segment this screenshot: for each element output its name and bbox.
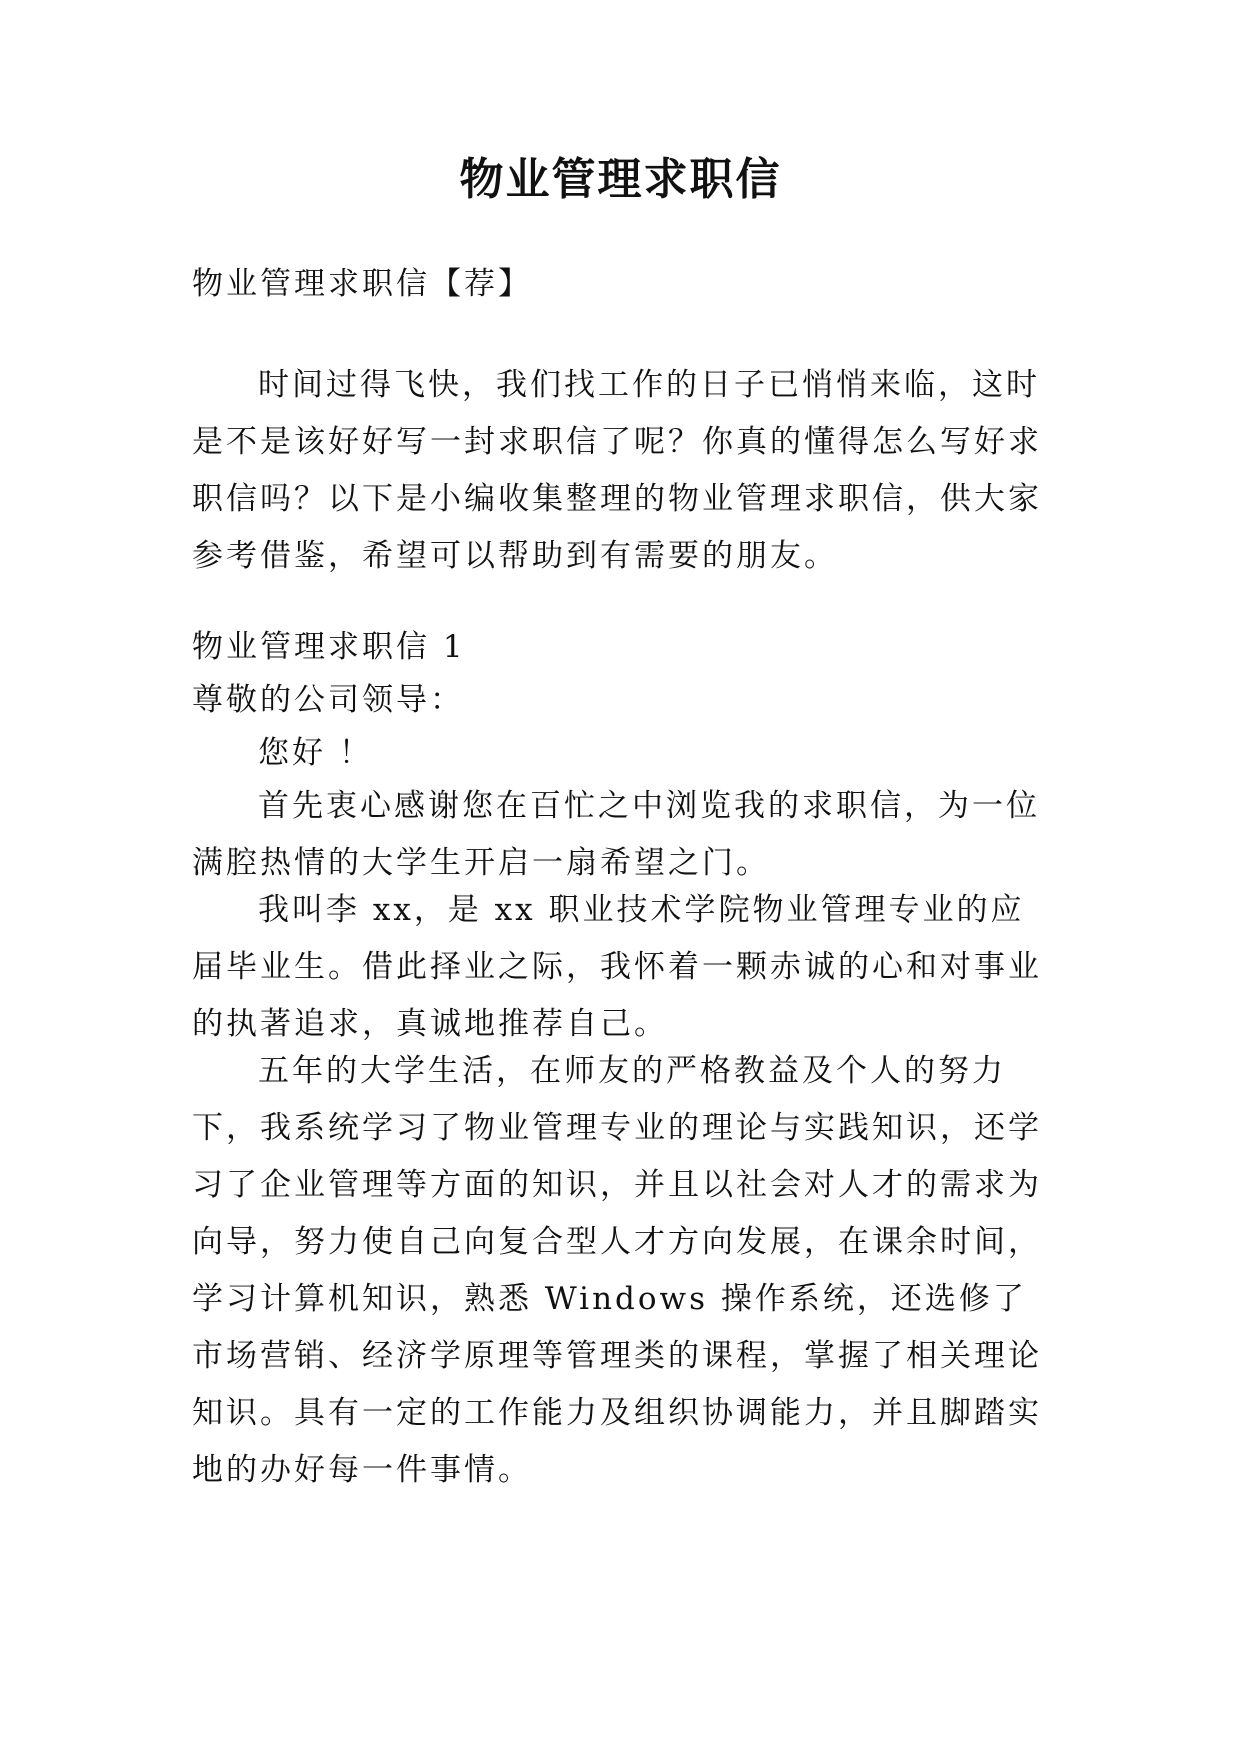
intro-paragraph: 时间过得飞快，我们找工作的日子已悄悄来临，这时是不是该好好写一封求职信了呢？你真的懂得怎么写好求职信吗？以下是小编收集整理的物业管理求职信，供大家参考借鉴，希望可以帮助到有需要的朋友。 (192, 367, 1042, 574)
document-title: 物业管理求职信 (459, 154, 782, 205)
document-subtitle: 物业管理求职信【荐】 (192, 266, 532, 302)
letter-paragraph: 五年的大学生活，在师友的严格教益及个人的努力下，我系统学习了物业管理专业的理论与实践知识，还学习了企业管理等方面的知识，并且以社会对人才的需求为向导，努力使自己向复合型人才方向发展，在课余时间，学习计算机知识，熟悉 Windows 操作系统，还选修了市场营销、经济学原理等管理类的课程，掌握了相关理论知识。具有一定的工作能力及组织协调能力，并且脚踏实地的办好每一件事情。 (192, 1053, 1042, 1488)
salutation: 尊敬的公司领导： (192, 682, 464, 718)
letter-paragraph: 首先衷心感谢您在百忙之中浏览我的求职信，为一位满腔热情的大学生开启一扇希望之门。 (192, 788, 1040, 881)
section-heading: 物业管理求职信 1 (192, 629, 466, 665)
greeting: 您好 ！ (258, 735, 373, 771)
letter-paragraph: 我叫李 xx，是 xx 职业技术学院物业管理专业的应届毕业生。借此择业之际，我怀着一颗赤诚的心和对事业的执著追求，真诚地推荐自己。 (192, 892, 1042, 1042)
